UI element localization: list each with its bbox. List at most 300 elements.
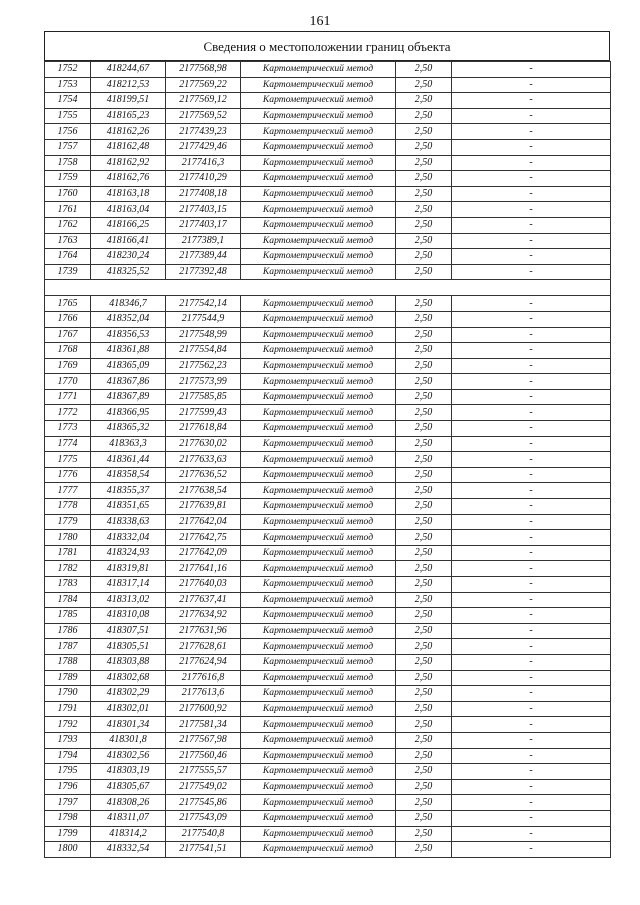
table-row	[45, 327, 611, 343]
table-row	[45, 764, 611, 780]
method-cell: Картометрический метод	[241, 483, 396, 499]
point-number-cell: 1789	[45, 670, 91, 686]
x-coordinate-cell: 418324,93	[91, 545, 166, 561]
precision-cell: 2,50	[396, 608, 452, 624]
description-cell: -	[452, 530, 611, 546]
table-row	[45, 467, 611, 483]
precision-cell: 2,50	[396, 327, 452, 343]
point-number-cell: 1792	[45, 717, 91, 733]
y-coordinate-cell: 2177639,81	[166, 499, 241, 515]
x-coordinate-cell: 418346,7	[91, 296, 166, 312]
description-cell: -	[452, 639, 611, 655]
y-coordinate-cell: 2177392,48	[166, 264, 241, 280]
method-cell: Картометрический метод	[241, 343, 396, 359]
point-number-cell: 1764	[45, 249, 91, 265]
precision-cell: 2,50	[396, 577, 452, 593]
method-cell: Картометрический метод	[241, 374, 396, 390]
precision-cell: 2,50	[396, 499, 452, 515]
method-cell: Картометрический метод	[241, 639, 396, 655]
table-row	[45, 421, 611, 437]
point-number-cell: 1761	[45, 202, 91, 218]
point-number-cell: 1788	[45, 654, 91, 670]
table-row	[45, 795, 611, 811]
x-coordinate-cell: 418363,3	[91, 436, 166, 452]
method-cell: Картометрический метод	[241, 217, 396, 233]
y-coordinate-cell: 2177389,1	[166, 233, 241, 249]
method-cell: Картометрический метод	[241, 467, 396, 483]
x-coordinate-cell: 418162,26	[91, 124, 166, 140]
precision-cell: 2,50	[396, 764, 452, 780]
y-coordinate-cell: 2177599,43	[166, 405, 241, 421]
precision-cell: 2,50	[396, 108, 452, 124]
method-cell: Картометрический метод	[241, 186, 396, 202]
table-row	[45, 249, 611, 265]
description-cell: -	[452, 670, 611, 686]
point-number-cell: 1785	[45, 608, 91, 624]
y-coordinate-cell: 2177555,57	[166, 764, 241, 780]
precision-cell: 2,50	[396, 717, 452, 733]
point-number-cell: 1769	[45, 358, 91, 374]
precision-cell: 2,50	[396, 623, 452, 639]
x-coordinate-cell: 418166,25	[91, 217, 166, 233]
y-coordinate-cell: 2177581,34	[166, 717, 241, 733]
method-cell: Картометрический метод	[241, 623, 396, 639]
description-cell: -	[452, 124, 611, 140]
x-coordinate-cell: 418307,51	[91, 623, 166, 639]
y-coordinate-cell: 2177569,12	[166, 93, 241, 109]
method-cell: Картометрический метод	[241, 452, 396, 468]
y-coordinate-cell: 2177403,15	[166, 202, 241, 218]
method-cell: Картометрический метод	[241, 124, 396, 140]
precision-cell: 2,50	[396, 748, 452, 764]
page-number: 161	[309, 14, 331, 29]
y-coordinate-cell: 2177389,44	[166, 249, 241, 265]
y-coordinate-cell: 2177541,51	[166, 842, 241, 858]
point-number-cell: 1768	[45, 343, 91, 359]
point-number-cell: 1771	[45, 389, 91, 405]
point-number-cell: 1791	[45, 701, 91, 717]
description-cell: -	[452, 62, 611, 78]
table-row	[45, 436, 611, 452]
precision-cell: 2,50	[396, 483, 452, 499]
method-cell: Картометрический метод	[241, 764, 396, 780]
precision-cell: 2,50	[396, 842, 452, 858]
description-cell: -	[452, 358, 611, 374]
method-cell: Картометрический метод	[241, 327, 396, 343]
x-coordinate-cell: 418338,63	[91, 514, 166, 530]
point-number-cell: 1781	[45, 545, 91, 561]
x-coordinate-cell: 418313,02	[91, 592, 166, 608]
method-cell: Картометрический метод	[241, 93, 396, 109]
description-cell: -	[452, 343, 611, 359]
description-cell: -	[452, 764, 611, 780]
description-cell: -	[452, 108, 611, 124]
x-coordinate-cell: 418332,04	[91, 530, 166, 546]
method-cell: Картометрический метод	[241, 826, 396, 842]
description-cell: -	[452, 623, 611, 639]
method-cell: Картометрический метод	[241, 311, 396, 327]
point-number-cell: 1739	[45, 264, 91, 280]
x-coordinate-cell: 418308,26	[91, 795, 166, 811]
description-cell: -	[452, 608, 611, 624]
table-row	[45, 93, 611, 109]
y-coordinate-cell: 2177408,18	[166, 186, 241, 202]
boundary-sheet	[44, 31, 610, 858]
precision-cell: 2,50	[396, 701, 452, 717]
table-row	[45, 514, 611, 530]
description-cell: -	[452, 467, 611, 483]
x-coordinate-cell: 418314,2	[91, 826, 166, 842]
x-coordinate-cell: 418305,67	[91, 779, 166, 795]
x-coordinate-cell: 418352,04	[91, 311, 166, 327]
x-coordinate-cell: 418199,51	[91, 93, 166, 109]
x-coordinate-cell: 418317,14	[91, 577, 166, 593]
precision-cell: 2,50	[396, 186, 452, 202]
point-number-cell: 1774	[45, 436, 91, 452]
method-cell: Картометрический метод	[241, 108, 396, 124]
method-cell: Картометрический метод	[241, 810, 396, 826]
precision-cell: 2,50	[396, 77, 452, 93]
x-coordinate-cell: 418351,65	[91, 499, 166, 515]
x-coordinate-cell: 418230,24	[91, 249, 166, 265]
x-coordinate-cell: 418361,88	[91, 343, 166, 359]
precision-cell: 2,50	[396, 795, 452, 811]
table-row	[45, 654, 611, 670]
x-coordinate-cell: 418162,76	[91, 171, 166, 187]
x-coordinate-cell: 418365,09	[91, 358, 166, 374]
table-row	[45, 483, 611, 499]
y-coordinate-cell: 2177562,23	[166, 358, 241, 374]
description-cell: -	[452, 311, 611, 327]
method-cell: Картометрический метод	[241, 530, 396, 546]
description-cell: -	[452, 389, 611, 405]
y-coordinate-cell: 2177403,17	[166, 217, 241, 233]
table-row	[45, 499, 611, 515]
method-cell: Картометрический метод	[241, 155, 396, 171]
group-separator-cell	[45, 280, 611, 296]
method-cell: Картометрический метод	[241, 654, 396, 670]
x-coordinate-cell: 418302,68	[91, 670, 166, 686]
description-cell: -	[452, 233, 611, 249]
y-coordinate-cell: 2177543,09	[166, 810, 241, 826]
x-coordinate-cell: 418361,44	[91, 452, 166, 468]
precision-cell: 2,50	[396, 389, 452, 405]
x-coordinate-cell: 418302,29	[91, 686, 166, 702]
precision-cell: 2,50	[396, 405, 452, 421]
y-coordinate-cell: 2177549,02	[166, 779, 241, 795]
method-cell: Картометрический метод	[241, 545, 396, 561]
y-coordinate-cell: 2177410,29	[166, 171, 241, 187]
point-number-cell: 1753	[45, 77, 91, 93]
point-number-cell: 1765	[45, 296, 91, 312]
table-row	[45, 62, 611, 78]
point-number-cell: 1790	[45, 686, 91, 702]
table-title: Сведения о местоположении границ объекта	[44, 31, 610, 61]
table-row	[45, 577, 611, 593]
method-cell: Картометрический метод	[241, 62, 396, 78]
x-coordinate-cell: 418163,04	[91, 202, 166, 218]
method-cell: Картометрический метод	[241, 264, 396, 280]
precision-cell: 2,50	[396, 514, 452, 530]
group-separator-row	[45, 280, 611, 296]
point-number-cell: 1757	[45, 139, 91, 155]
precision-cell: 2,50	[396, 592, 452, 608]
description-cell: -	[452, 483, 611, 499]
table-row	[45, 155, 611, 171]
x-coordinate-cell: 418311,07	[91, 810, 166, 826]
description-cell: -	[452, 654, 611, 670]
y-coordinate-cell: 2177642,04	[166, 514, 241, 530]
point-number-cell: 1760	[45, 186, 91, 202]
precision-cell: 2,50	[396, 217, 452, 233]
method-cell: Картометрический метод	[241, 732, 396, 748]
x-coordinate-cell: 418366,95	[91, 405, 166, 421]
point-number-cell: 1772	[45, 405, 91, 421]
point-number-cell: 1800	[45, 842, 91, 858]
method-cell: Картометрический метод	[241, 389, 396, 405]
description-cell: -	[452, 842, 611, 858]
method-cell: Картометрический метод	[241, 748, 396, 764]
precision-cell: 2,50	[396, 296, 452, 312]
description-cell: -	[452, 249, 611, 265]
precision-cell: 2,50	[396, 561, 452, 577]
x-coordinate-cell: 418165,23	[91, 108, 166, 124]
point-number-cell: 1763	[45, 233, 91, 249]
precision-cell: 2,50	[396, 639, 452, 655]
y-coordinate-cell: 2177638,54	[166, 483, 241, 499]
table-row	[45, 389, 611, 405]
coordinates-table-body	[45, 62, 611, 858]
point-number-cell: 1797	[45, 795, 91, 811]
description-cell: -	[452, 701, 611, 717]
description-cell: -	[452, 139, 611, 155]
description-cell: -	[452, 717, 611, 733]
point-number-cell: 1767	[45, 327, 91, 343]
point-number-cell: 1795	[45, 764, 91, 780]
point-number-cell: 1773	[45, 421, 91, 437]
precision-cell: 2,50	[396, 171, 452, 187]
method-cell: Картометрический метод	[241, 249, 396, 265]
precision-cell: 2,50	[396, 654, 452, 670]
table-row	[45, 842, 611, 858]
point-number-cell: 1779	[45, 514, 91, 530]
description-cell: -	[452, 452, 611, 468]
description-cell: -	[452, 561, 611, 577]
table-row	[45, 639, 611, 655]
x-coordinate-cell: 418319,81	[91, 561, 166, 577]
point-number-cell: 1778	[45, 499, 91, 515]
precision-cell: 2,50	[396, 779, 452, 795]
table-row	[45, 202, 611, 218]
y-coordinate-cell: 2177540,8	[166, 826, 241, 842]
x-coordinate-cell: 418303,19	[91, 764, 166, 780]
y-coordinate-cell: 2177416,3	[166, 155, 241, 171]
method-cell: Картометрический метод	[241, 608, 396, 624]
method-cell: Картометрический метод	[241, 795, 396, 811]
table-row	[45, 608, 611, 624]
table-row	[45, 124, 611, 140]
description-cell: -	[452, 186, 611, 202]
table-row	[45, 108, 611, 124]
y-coordinate-cell: 2177569,52	[166, 108, 241, 124]
y-coordinate-cell: 2177618,84	[166, 421, 241, 437]
point-number-cell: 1758	[45, 155, 91, 171]
table-row	[45, 545, 611, 561]
description-cell: -	[452, 748, 611, 764]
description-cell: -	[452, 217, 611, 233]
x-coordinate-cell: 418302,56	[91, 748, 166, 764]
point-number-cell: 1782	[45, 561, 91, 577]
table-row	[45, 592, 611, 608]
y-coordinate-cell: 2177542,14	[166, 296, 241, 312]
point-number-cell: 1775	[45, 452, 91, 468]
y-coordinate-cell: 2177569,22	[166, 77, 241, 93]
table-row	[45, 748, 611, 764]
point-number-cell: 1756	[45, 124, 91, 140]
y-coordinate-cell: 2177545,86	[166, 795, 241, 811]
point-number-cell: 1796	[45, 779, 91, 795]
point-number-cell: 1754	[45, 93, 91, 109]
point-number-cell: 1784	[45, 592, 91, 608]
precision-cell: 2,50	[396, 810, 452, 826]
y-coordinate-cell: 2177429,46	[166, 139, 241, 155]
precision-cell: 2,50	[396, 530, 452, 546]
y-coordinate-cell: 2177439,23	[166, 124, 241, 140]
precision-cell: 2,50	[396, 139, 452, 155]
x-coordinate-cell: 418162,48	[91, 139, 166, 155]
x-coordinate-cell: 418166,41	[91, 233, 166, 249]
precision-cell: 2,50	[396, 233, 452, 249]
description-cell: -	[452, 77, 611, 93]
precision-cell: 2,50	[396, 467, 452, 483]
precision-cell: 2,50	[396, 374, 452, 390]
precision-cell: 2,50	[396, 124, 452, 140]
method-cell: Картометрический метод	[241, 171, 396, 187]
table-row	[45, 779, 611, 795]
method-cell: Картометрический метод	[241, 779, 396, 795]
table-row	[45, 701, 611, 717]
method-cell: Картометрический метод	[241, 577, 396, 593]
method-cell: Картометрический метод	[241, 421, 396, 437]
table-row	[45, 296, 611, 312]
x-coordinate-cell: 418367,89	[91, 389, 166, 405]
y-coordinate-cell: 2177637,41	[166, 592, 241, 608]
x-coordinate-cell: 418310,08	[91, 608, 166, 624]
table-row	[45, 374, 611, 390]
table-row	[45, 561, 611, 577]
x-coordinate-cell: 418163,18	[91, 186, 166, 202]
description-cell: -	[452, 296, 611, 312]
description-cell: -	[452, 421, 611, 437]
point-number-cell: 1752	[45, 62, 91, 78]
point-number-cell: 1786	[45, 623, 91, 639]
table-row	[45, 717, 611, 733]
description-cell: -	[452, 826, 611, 842]
x-coordinate-cell: 418358,54	[91, 467, 166, 483]
method-cell: Картометрический метод	[241, 405, 396, 421]
table-row	[45, 217, 611, 233]
table-row	[45, 623, 611, 639]
y-coordinate-cell: 2177554,84	[166, 343, 241, 359]
table-row	[45, 233, 611, 249]
y-coordinate-cell: 2177642,75	[166, 530, 241, 546]
precision-cell: 2,50	[396, 358, 452, 374]
x-coordinate-cell: 418355,37	[91, 483, 166, 499]
description-cell: -	[452, 436, 611, 452]
x-coordinate-cell: 418356,53	[91, 327, 166, 343]
method-cell: Картометрический метод	[241, 561, 396, 577]
y-coordinate-cell: 2177560,46	[166, 748, 241, 764]
y-coordinate-cell: 2177634,92	[166, 608, 241, 624]
y-coordinate-cell: 2177641,16	[166, 561, 241, 577]
point-number-cell: 1759	[45, 171, 91, 187]
y-coordinate-cell: 2177616,8	[166, 670, 241, 686]
x-coordinate-cell: 418301,34	[91, 717, 166, 733]
precision-cell: 2,50	[396, 202, 452, 218]
x-coordinate-cell: 418212,53	[91, 77, 166, 93]
table-row	[45, 810, 611, 826]
precision-cell: 2,50	[396, 93, 452, 109]
coordinates-table	[44, 61, 611, 858]
table-row	[45, 530, 611, 546]
precision-cell: 2,50	[396, 732, 452, 748]
table-row	[45, 452, 611, 468]
method-cell: Картометрический метод	[241, 202, 396, 218]
description-cell: -	[452, 171, 611, 187]
method-cell: Картометрический метод	[241, 701, 396, 717]
y-coordinate-cell: 2177633,63	[166, 452, 241, 468]
point-number-cell: 1780	[45, 530, 91, 546]
description-cell: -	[452, 155, 611, 171]
method-cell: Картометрический метод	[241, 499, 396, 515]
table-row	[45, 264, 611, 280]
precision-cell: 2,50	[396, 343, 452, 359]
y-coordinate-cell: 2177544,9	[166, 311, 241, 327]
precision-cell: 2,50	[396, 249, 452, 265]
table-row	[45, 311, 611, 327]
description-cell: -	[452, 795, 611, 811]
precision-cell: 2,50	[396, 264, 452, 280]
point-number-cell: 1777	[45, 483, 91, 499]
description-cell: -	[452, 499, 611, 515]
y-coordinate-cell: 2177600,92	[166, 701, 241, 717]
method-cell: Картометрический метод	[241, 436, 396, 452]
precision-cell: 2,50	[396, 311, 452, 327]
method-cell: Картометрический метод	[241, 842, 396, 858]
point-number-cell: 1787	[45, 639, 91, 655]
precision-cell: 2,50	[396, 62, 452, 78]
description-cell: -	[452, 514, 611, 530]
table-row	[45, 358, 611, 374]
table-row	[45, 186, 611, 202]
y-coordinate-cell: 2177568,98	[166, 62, 241, 78]
table-row	[45, 826, 611, 842]
method-cell: Картометрический метод	[241, 670, 396, 686]
description-cell: -	[452, 779, 611, 795]
description-cell: -	[452, 686, 611, 702]
description-cell: -	[452, 374, 611, 390]
precision-cell: 2,50	[396, 670, 452, 686]
description-cell: -	[452, 93, 611, 109]
description-cell: -	[452, 202, 611, 218]
point-number-cell: 1762	[45, 217, 91, 233]
y-coordinate-cell: 2177585,85	[166, 389, 241, 405]
method-cell: Картометрический метод	[241, 77, 396, 93]
y-coordinate-cell: 2177630,02	[166, 436, 241, 452]
precision-cell: 2,50	[396, 686, 452, 702]
method-cell: Картометрический метод	[241, 233, 396, 249]
method-cell: Картометрический метод	[241, 514, 396, 530]
